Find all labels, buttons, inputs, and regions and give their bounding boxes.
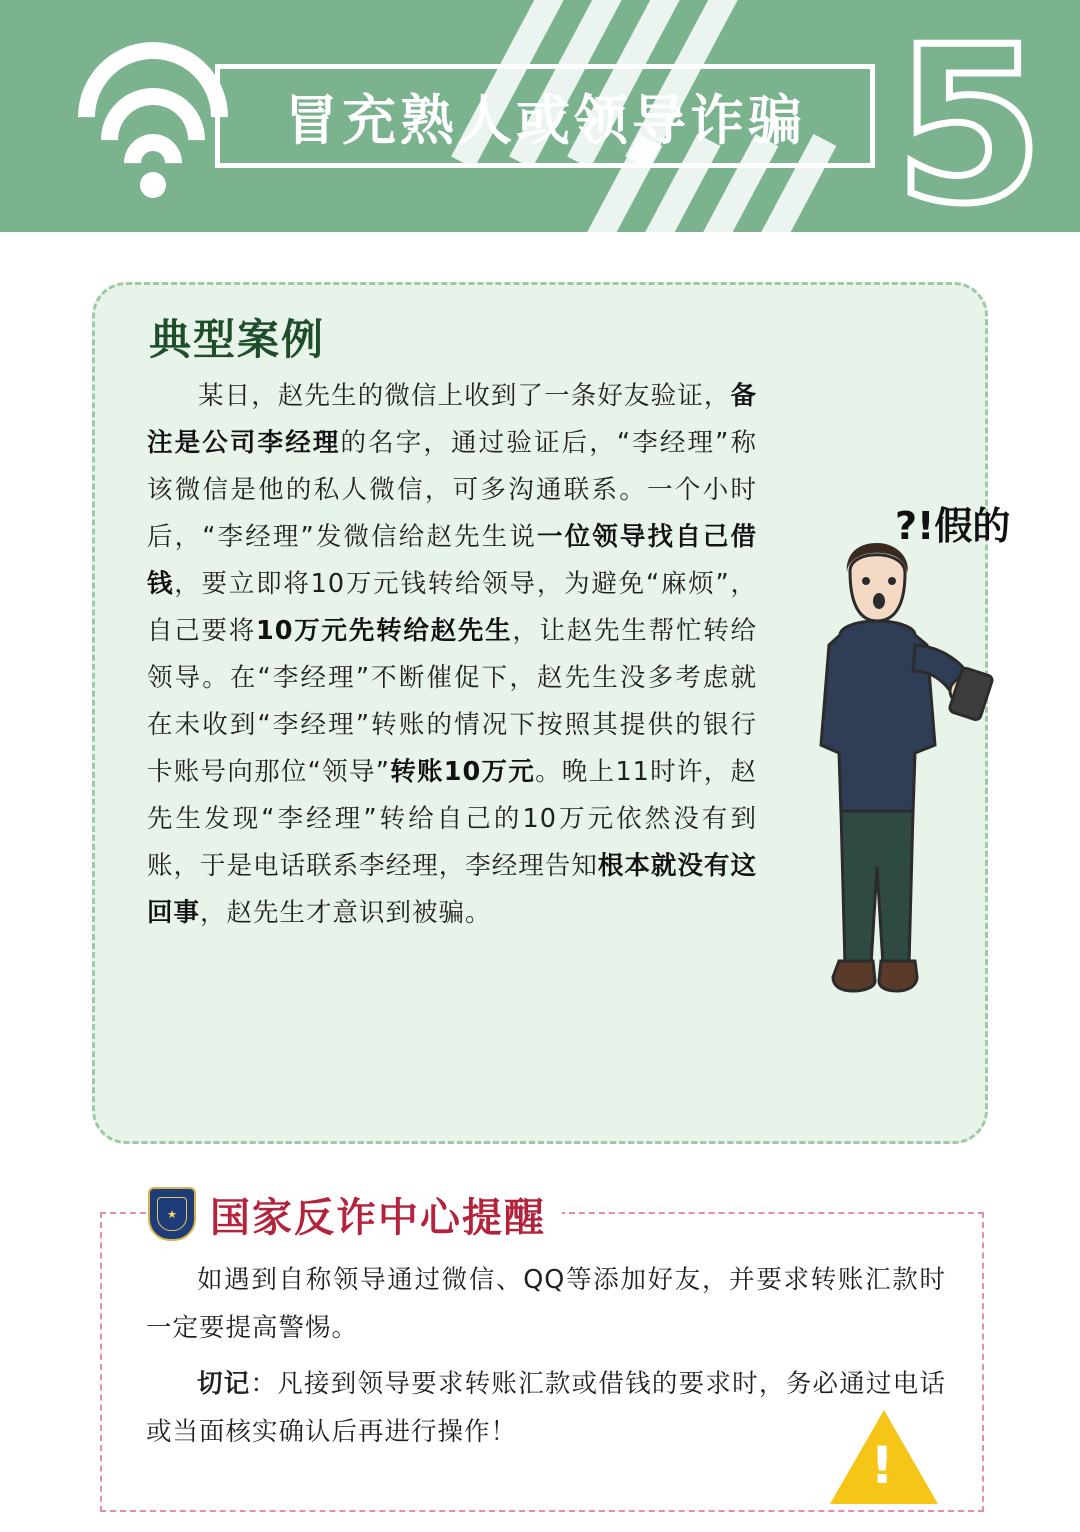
case-card xyxy=(92,282,1011,1144)
case-text-emphasis: 根本就没有这回事 xyxy=(147,851,757,928)
poster-header xyxy=(0,0,1080,232)
header-title-box xyxy=(215,64,875,168)
case-text-run: ，让赵先生帮忙转给领导。在“李经理”不断催促下，赵先生没多考虑就在未收到“李经理”转账的情况下按照其提供的银行卡账号向那位“领导” xyxy=(147,616,757,787)
wifi-dot xyxy=(140,172,166,198)
case-text-emphasis: 一位领导找自己借钱 xyxy=(147,522,757,599)
reminder-paragraph-1: 如遇到自称领导通过微信、QQ等添加好友，并要求转账汇款时一定要提高警惕。 xyxy=(146,1265,946,1343)
badge-inner: ★ xyxy=(157,1197,187,1231)
anti-fraud-badge-icon xyxy=(148,1187,196,1241)
reminder-paragraph-2-rest: ：凡接到领导要求转账汇款或借钱的要求时，务必通过电话或当面核实确认后再进行操作！ xyxy=(146,1369,946,1447)
case-title: 典型案例 xyxy=(149,315,326,364)
warning-exclamation: ! xyxy=(870,1436,894,1496)
case-text-emphasis: 10万元先转给赵先生 xyxy=(256,616,513,646)
case-body-text xyxy=(147,373,757,937)
reminder-box xyxy=(100,1194,984,1512)
speech-bubble-text: ?!假的 xyxy=(895,504,1011,548)
case-text-run: 的名字，通过验证后，“李经理”称该微信是他的私人微信，可多沟通联系。一个小时后，“李经理”发微信给赵先生说 xyxy=(147,428,757,552)
wifi-icon xyxy=(78,52,228,192)
section-number: 5 xyxy=(894,0,1038,232)
case-text-run: ，赵先生才意识到被骗。 xyxy=(200,898,492,928)
standing-man-icon xyxy=(795,495,1045,1055)
case-text-run: 某日，赵先生的微信上收到了一条好友验证， xyxy=(198,381,731,411)
reminder-header xyxy=(148,1186,562,1242)
case-text-emphasis: 备注是公司李经理 xyxy=(147,381,757,458)
case-text-emphasis: 转账10万元 xyxy=(389,757,536,787)
reminder-paragraph-2 xyxy=(146,1360,946,1456)
case-text-run: ，要立即将10万元钱转给领导，为避免“麻烦”，自己要将 xyxy=(147,569,757,646)
illustration xyxy=(795,495,1045,1055)
page-title: 冒充熟人或领导诈骗 xyxy=(284,88,806,152)
reminder-body xyxy=(146,1256,946,1456)
case-text-run: 。晚上11时许，赵先生发现“李经理”转给自己的10万元依然没有到账，于是电话联系李经理，李经理告知 xyxy=(147,757,758,881)
reminder-title: 国家反诈中心提醒 xyxy=(210,1194,546,1241)
reminder-keyword: 切记 xyxy=(197,1369,251,1399)
